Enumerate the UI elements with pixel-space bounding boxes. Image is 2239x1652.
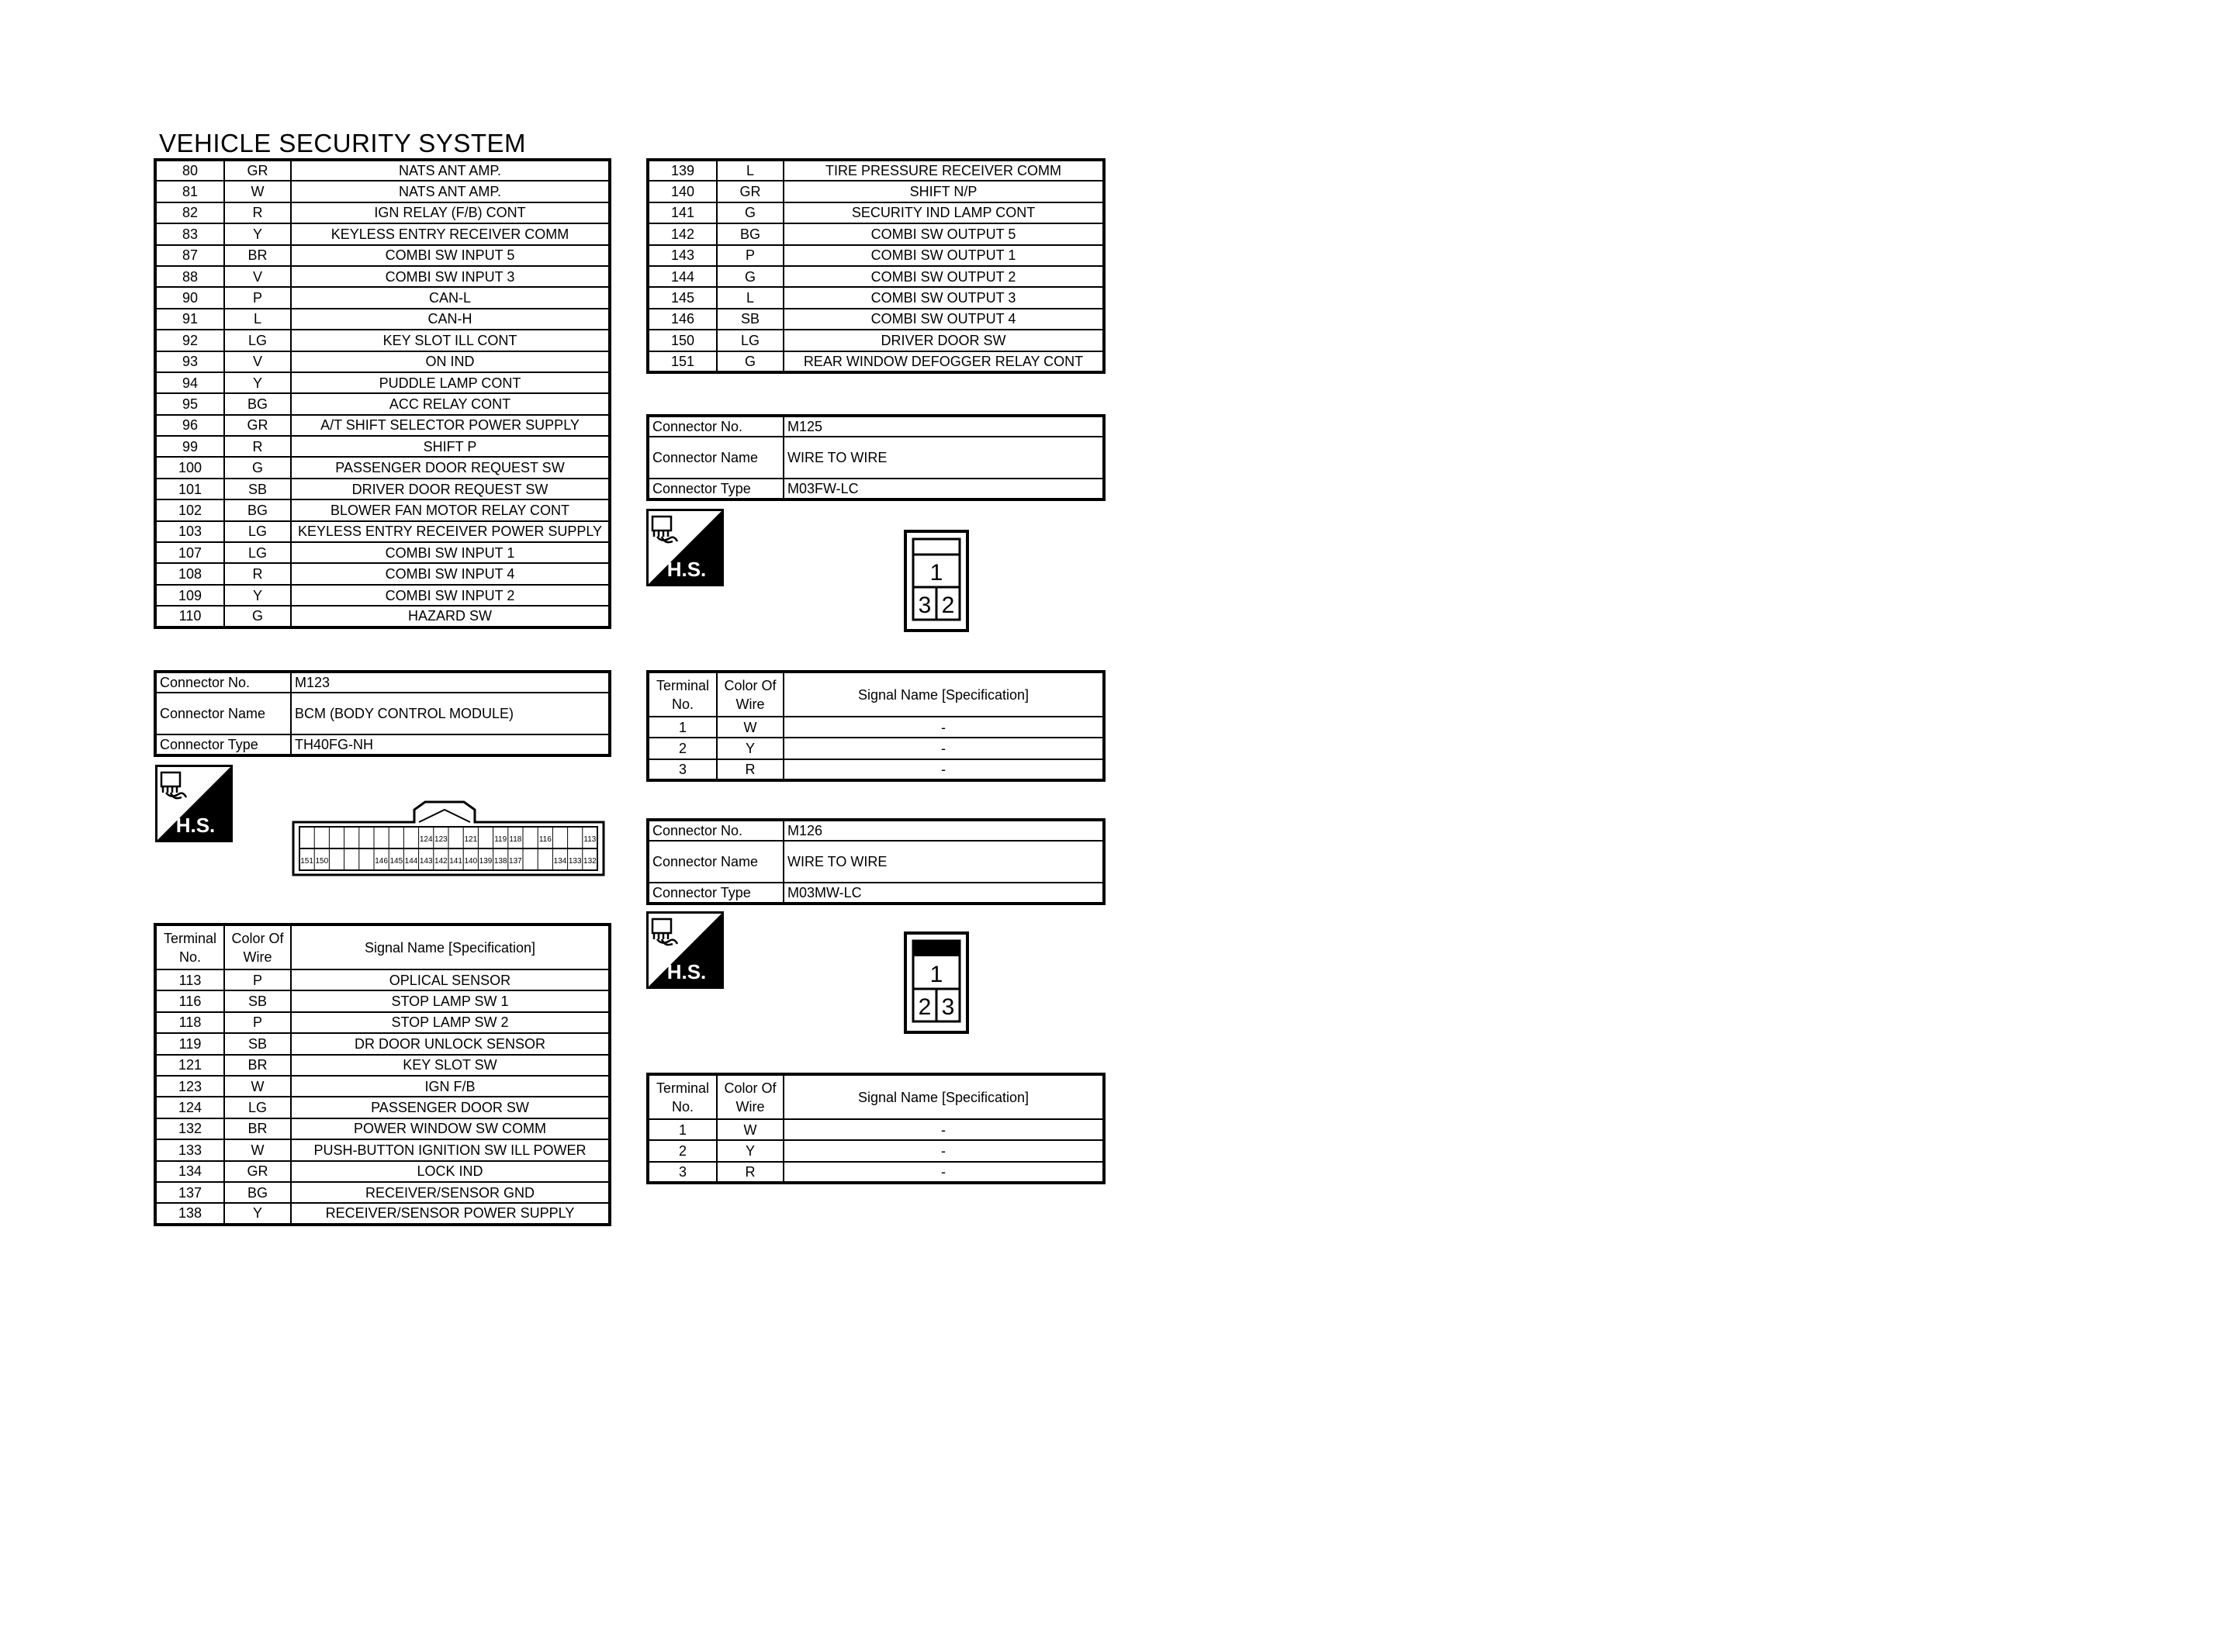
connector-type: M03FW-LC [784, 479, 1104, 499]
terminal-table-left-top [154, 158, 611, 629]
terminal-no: 151 [648, 351, 717, 372]
signal-name: LOCK IND [291, 1161, 610, 1182]
connector-face-m123 [292, 800, 605, 876]
table-row [648, 266, 1104, 287]
table-row [155, 1097, 610, 1118]
terminal-no: 88 [155, 266, 224, 287]
header-color: Color Of Wire [717, 1074, 784, 1119]
wire-color: P [717, 245, 784, 266]
wire-color: Y [224, 223, 291, 244]
wire-color: Y [717, 1140, 784, 1161]
label-connector-name: Connector Name [648, 841, 784, 883]
pin-label: 140 [464, 857, 478, 866]
terminal-no: 101 [155, 479, 224, 499]
table-row [648, 181, 1104, 202]
wire-color: G [717, 266, 784, 287]
signal-name: SHIFT P [291, 436, 610, 457]
signal-name: CAN-L [291, 287, 610, 308]
terminal-no: 132 [155, 1118, 224, 1139]
table-row [648, 202, 1104, 223]
terminal-no: 91 [155, 309, 224, 330]
signal-name: SHIFT N/P [784, 181, 1104, 202]
terminal-no: 141 [648, 202, 717, 223]
pin-label: 118 [509, 835, 522, 844]
terminal-table-right-top [646, 158, 1106, 374]
harness-side-icon [646, 911, 724, 989]
signal-name: COMBI SW OUTPUT 2 [784, 266, 1104, 287]
wire-color: P [224, 1012, 291, 1033]
table-row [155, 202, 610, 223]
table-row [155, 457, 610, 478]
wire-color: G [717, 202, 784, 223]
terminal-no: 92 [155, 330, 224, 351]
signal-name: KEYLESS ENTRY RECEIVER COMM [291, 223, 610, 244]
pin-3: 3 [941, 994, 955, 1020]
connector-name: WIRE TO WIRE [784, 841, 1104, 883]
signal-name: SECURITY IND LAMP CONT [784, 202, 1104, 223]
terminal-no: 3 [648, 1162, 717, 1183]
rows [155, 969, 610, 1225]
terminal-no: 103 [155, 521, 224, 542]
pin-label: 124 [419, 835, 433, 844]
wire-color: BG [717, 223, 784, 244]
pin-3: 3 [918, 593, 932, 618]
svg-text:H.S.: H.S. [666, 960, 707, 983]
table-row [155, 585, 610, 606]
connector-no: M125 [784, 416, 1104, 437]
signal-name: PASSENGER DOOR SW [291, 1097, 610, 1118]
header-color: Color Of Wire [224, 924, 291, 969]
rows [648, 717, 1104, 780]
wire-color: Y [224, 372, 291, 393]
connector-info-m123 [154, 670, 611, 757]
terminal-no: 113 [155, 969, 224, 990]
pin-label: 143 [419, 857, 433, 866]
terminal-no: 107 [155, 542, 224, 563]
header-terminal: Terminal No. [648, 1074, 717, 1119]
connector-info-m125 [646, 414, 1106, 501]
wire-color: W [224, 1139, 291, 1160]
svg-text:H.S.: H.S. [175, 814, 216, 837]
wire-color: L [717, 287, 784, 308]
wire-color: R [224, 563, 291, 584]
signal-name: KEY SLOT ILL CONT [291, 330, 610, 351]
signal-name: COMBI SW OUTPUT 3 [784, 287, 1104, 308]
signal-name: DR DOOR UNLOCK SENSOR [291, 1033, 610, 1054]
table-row [155, 1139, 610, 1160]
table-row [155, 309, 610, 330]
pin-label: 139 [479, 857, 493, 866]
connector-face-m126 [904, 931, 969, 1034]
rows [648, 160, 1104, 372]
signal-name: STOP LAMP SW 2 [291, 1012, 610, 1033]
table-row [648, 717, 1104, 738]
signal-name: COMBI SW INPUT 3 [291, 266, 610, 287]
harness-side-icon [155, 765, 233, 842]
table-row [155, 479, 610, 499]
pin-label: 119 [494, 835, 507, 844]
table-row [648, 1140, 1104, 1161]
page-title: VEHICLE SECURITY SYSTEM [159, 129, 527, 157]
pin-1: 1 [929, 560, 943, 586]
rows [155, 160, 610, 627]
terminal-no: 138 [155, 1203, 224, 1224]
wire-color: LG [717, 330, 784, 351]
signal-name: A/T SHIFT SELECTOR POWER SUPPLY [291, 415, 610, 436]
terminal-no: 142 [648, 223, 717, 244]
signal-name: COMBI SW INPUT 1 [291, 542, 610, 563]
terminal-no: 2 [648, 738, 717, 759]
signal-name: DRIVER DOOR REQUEST SW [291, 479, 610, 499]
signal-name: NATS ANT AMP. [291, 181, 610, 202]
signal-name: ON IND [291, 351, 610, 372]
table-row [155, 606, 610, 627]
signal-name: BLOWER FAN MOTOR RELAY CONT [291, 499, 610, 520]
table-row [155, 160, 610, 181]
terminal-no: 124 [155, 1097, 224, 1118]
terminal-no: 133 [155, 1139, 224, 1160]
wire-color: R [224, 202, 291, 223]
table-row [648, 160, 1104, 181]
signal-name: STOP LAMP SW 1 [291, 990, 610, 1011]
terminal-table-m126 [646, 1073, 1106, 1184]
signal-name: KEY SLOT SW [291, 1055, 610, 1076]
wire-color: SB [224, 479, 291, 499]
signal-name: COMBI SW INPUT 5 [291, 245, 610, 266]
table-row [155, 1012, 610, 1033]
table-row [155, 223, 610, 244]
table-row [155, 1118, 610, 1139]
terminal-no: 108 [155, 563, 224, 584]
wire-color: Y [224, 1203, 291, 1224]
signal-name: PUSH-BUTTON IGNITION SW ILL POWER [291, 1139, 610, 1160]
table-row [648, 1162, 1104, 1183]
table-row [648, 223, 1104, 244]
signal-name: HAZARD SW [291, 606, 610, 627]
connector-face-m125 [904, 530, 969, 632]
pin-label: 138 [493, 857, 507, 866]
harness-side-icon [646, 509, 724, 586]
signal-name: - [784, 759, 1104, 780]
terminal-no: 143 [648, 245, 717, 266]
wire-color: W [224, 1076, 291, 1097]
signal-name: COMBI SW OUTPUT 5 [784, 223, 1104, 244]
signal-name: NATS ANT AMP. [291, 160, 610, 181]
terminal-no: 87 [155, 245, 224, 266]
wire-color: BG [224, 1182, 291, 1203]
terminal-no: 137 [155, 1182, 224, 1203]
table-row [155, 969, 610, 990]
wire-color: BG [224, 393, 291, 414]
terminal-no: 82 [155, 202, 224, 223]
pin-label: 145 [389, 857, 403, 866]
table-row [155, 499, 610, 520]
table-row [155, 436, 610, 457]
wire-color: P [224, 969, 291, 990]
wire-color: BR [224, 245, 291, 266]
wire-color: W [224, 181, 291, 202]
wire-color: Y [224, 585, 291, 606]
signal-name: - [784, 717, 1104, 738]
signal-name: COMBI SW INPUT 4 [291, 563, 610, 584]
terminal-no: 150 [648, 330, 717, 351]
label-connector-no: Connector No. [155, 672, 291, 693]
wire-color: SB [224, 990, 291, 1011]
signal-name: - [784, 1140, 1104, 1161]
header-signal: Signal Name [Specification] [784, 1074, 1104, 1119]
terminal-no: 109 [155, 585, 224, 606]
pin-label: 133 [568, 857, 582, 866]
pin-label: 144 [404, 857, 418, 866]
wire-color: GR [224, 415, 291, 436]
pin-label: 113 [583, 835, 597, 844]
label-connector-type: Connector Type [648, 479, 784, 499]
signal-name: CAN-H [291, 309, 610, 330]
terminal-no: 100 [155, 457, 224, 478]
wire-color: R [717, 1162, 784, 1183]
pin-label: 146 [375, 857, 388, 866]
table-row [155, 1055, 610, 1076]
signal-name: RECEIVER/SENSOR GND [291, 1182, 610, 1203]
table-row [155, 563, 610, 584]
table-row [155, 287, 610, 308]
wire-color: SB [717, 309, 784, 330]
connector-type: M03MW-LC [784, 883, 1104, 904]
wire-color: G [224, 606, 291, 627]
signal-name: - [784, 1162, 1104, 1183]
wire-color: L [717, 160, 784, 181]
table-row [648, 330, 1104, 351]
label-connector-type: Connector Type [648, 883, 784, 904]
terminal-no: 134 [155, 1161, 224, 1182]
signal-name: PUDDLE LAMP CONT [291, 372, 610, 393]
terminal-no: 1 [648, 1119, 717, 1140]
pin-2: 2 [918, 994, 932, 1020]
pin-label: 141 [449, 857, 462, 866]
connector-no: M126 [784, 820, 1104, 841]
table-row [648, 1119, 1104, 1140]
table-row [155, 372, 610, 393]
signal-name: COMBI SW INPUT 2 [291, 585, 610, 606]
wire-color: LG [224, 1097, 291, 1118]
terminal-no: 2 [648, 1140, 717, 1161]
terminal-table-m125 [646, 670, 1106, 782]
table-row [648, 309, 1104, 330]
terminal-no: 96 [155, 415, 224, 436]
terminal-no: 140 [648, 181, 717, 202]
wire-color: SB [224, 1033, 291, 1054]
label-connector-name: Connector Name [155, 693, 291, 734]
table-row [155, 1033, 610, 1054]
connector-info-m126 [646, 818, 1106, 905]
header-signal: Signal Name [Specification] [784, 672, 1104, 717]
pin-label: 116 [538, 835, 552, 844]
signal-name: IGN RELAY (F/B) CONT [291, 202, 610, 223]
table-row [155, 393, 610, 414]
signal-name: - [784, 738, 1104, 759]
pin-label: 132 [583, 857, 597, 866]
signal-name: COMBI SW OUTPUT 4 [784, 309, 1104, 330]
svg-text:H.S.: H.S. [666, 558, 707, 581]
label-connector-no: Connector No. [648, 416, 784, 437]
connector-no: M123 [291, 672, 610, 693]
terminal-no: 90 [155, 287, 224, 308]
signal-name: REAR WINDOW DEFOGGER RELAY CONT [784, 351, 1104, 372]
signal-name: POWER WINDOW SW COMM [291, 1118, 610, 1139]
wire-color: LG [224, 521, 291, 542]
table-row [155, 266, 610, 287]
signal-name: COMBI SW OUTPUT 1 [784, 245, 1104, 266]
wire-color: GR [717, 181, 784, 202]
wire-color: G [717, 351, 784, 372]
terminal-no: 116 [155, 990, 224, 1011]
signal-name: IGN F/B [291, 1076, 610, 1097]
signal-name: PASSENGER DOOR REQUEST SW [291, 457, 610, 478]
wire-color: Y [717, 738, 784, 759]
terminal-no: 139 [648, 160, 717, 181]
terminal-no: 81 [155, 181, 224, 202]
terminal-no: 118 [155, 1012, 224, 1033]
wire-color: BR [224, 1118, 291, 1139]
terminal-table-m123 [154, 923, 611, 1226]
signal-name: OPLICAL SENSOR [291, 969, 610, 990]
pin-label: 151 [300, 857, 313, 866]
terminal-no: 94 [155, 372, 224, 393]
connector-name: WIRE TO WIRE [784, 437, 1104, 479]
header-terminal: Terminal No. [648, 672, 717, 717]
terminal-no: 144 [648, 266, 717, 287]
wire-color: GR [224, 160, 291, 181]
wire-color: W [717, 717, 784, 738]
pin-1: 1 [929, 962, 943, 987]
connector-type: TH40FG-NH [291, 734, 610, 755]
table-row [648, 351, 1104, 372]
table-row [648, 245, 1104, 266]
signal-name: KEYLESS ENTRY RECEIVER POWER SUPPLY [291, 521, 610, 542]
signal-name: - [784, 1119, 1104, 1140]
table-row [155, 181, 610, 202]
table-row [155, 1203, 610, 1224]
table-row [155, 330, 610, 351]
label-connector-type: Connector Type [155, 734, 291, 755]
table-row [648, 738, 1104, 759]
signal-name: DRIVER DOOR SW [784, 330, 1104, 351]
table-row [648, 759, 1104, 780]
header-signal: Signal Name [Specification] [291, 924, 610, 969]
terminal-no: 110 [155, 606, 224, 627]
table-row [155, 1161, 610, 1182]
terminal-no: 1 [648, 717, 717, 738]
pin-label: 142 [434, 857, 448, 866]
table-row [648, 287, 1104, 308]
wire-color: G [224, 457, 291, 478]
pin-label: 123 [434, 835, 448, 844]
table-row [155, 1076, 610, 1097]
terminal-no: 102 [155, 499, 224, 520]
pin-2: 2 [941, 593, 955, 618]
wire-color: L [224, 309, 291, 330]
terminal-no: 3 [648, 759, 717, 780]
terminal-no: 83 [155, 223, 224, 244]
table-row [155, 351, 610, 372]
rows [648, 1119, 1104, 1183]
wire-color: LG [224, 330, 291, 351]
wire-color: V [224, 266, 291, 287]
label-connector-name: Connector Name [648, 437, 784, 479]
label-connector-no: Connector No. [648, 820, 784, 841]
table-row [155, 542, 610, 563]
header-terminal: Terminal No. [155, 924, 224, 969]
terminal-no: 99 [155, 436, 224, 457]
wire-color: BG [224, 499, 291, 520]
wire-color: LG [224, 542, 291, 563]
terminal-no: 123 [155, 1076, 224, 1097]
pin-label: 134 [553, 857, 567, 866]
connector-name: BCM (BODY CONTROL MODULE) [291, 693, 610, 734]
table-row [155, 415, 610, 436]
signal-name: ACC RELAY CONT [291, 393, 610, 414]
table-row [155, 245, 610, 266]
terminal-no: 80 [155, 160, 224, 181]
terminal-no: 121 [155, 1055, 224, 1076]
terminal-no: 146 [648, 309, 717, 330]
header-color: Color Of Wire [717, 672, 784, 717]
signal-name: RECEIVER/SENSOR POWER SUPPLY [291, 1203, 610, 1224]
wire-color: V [224, 351, 291, 372]
terminal-no: 119 [155, 1033, 224, 1054]
wire-color: R [224, 436, 291, 457]
wire-color: P [224, 287, 291, 308]
pin-label: 150 [315, 857, 329, 866]
pin-label: 137 [509, 857, 522, 866]
terminal-no: 95 [155, 393, 224, 414]
wire-color: R [717, 759, 784, 780]
terminal-no: 145 [648, 287, 717, 308]
wire-color: BR [224, 1055, 291, 1076]
table-row [155, 1182, 610, 1203]
wire-color: W [717, 1119, 784, 1140]
terminal-no: 93 [155, 351, 224, 372]
table-row [155, 521, 610, 542]
pin-label: 121 [464, 835, 478, 844]
wire-color: GR [224, 1161, 291, 1182]
table-row [155, 990, 610, 1011]
signal-name: TIRE PRESSURE RECEIVER COMM [784, 160, 1104, 181]
